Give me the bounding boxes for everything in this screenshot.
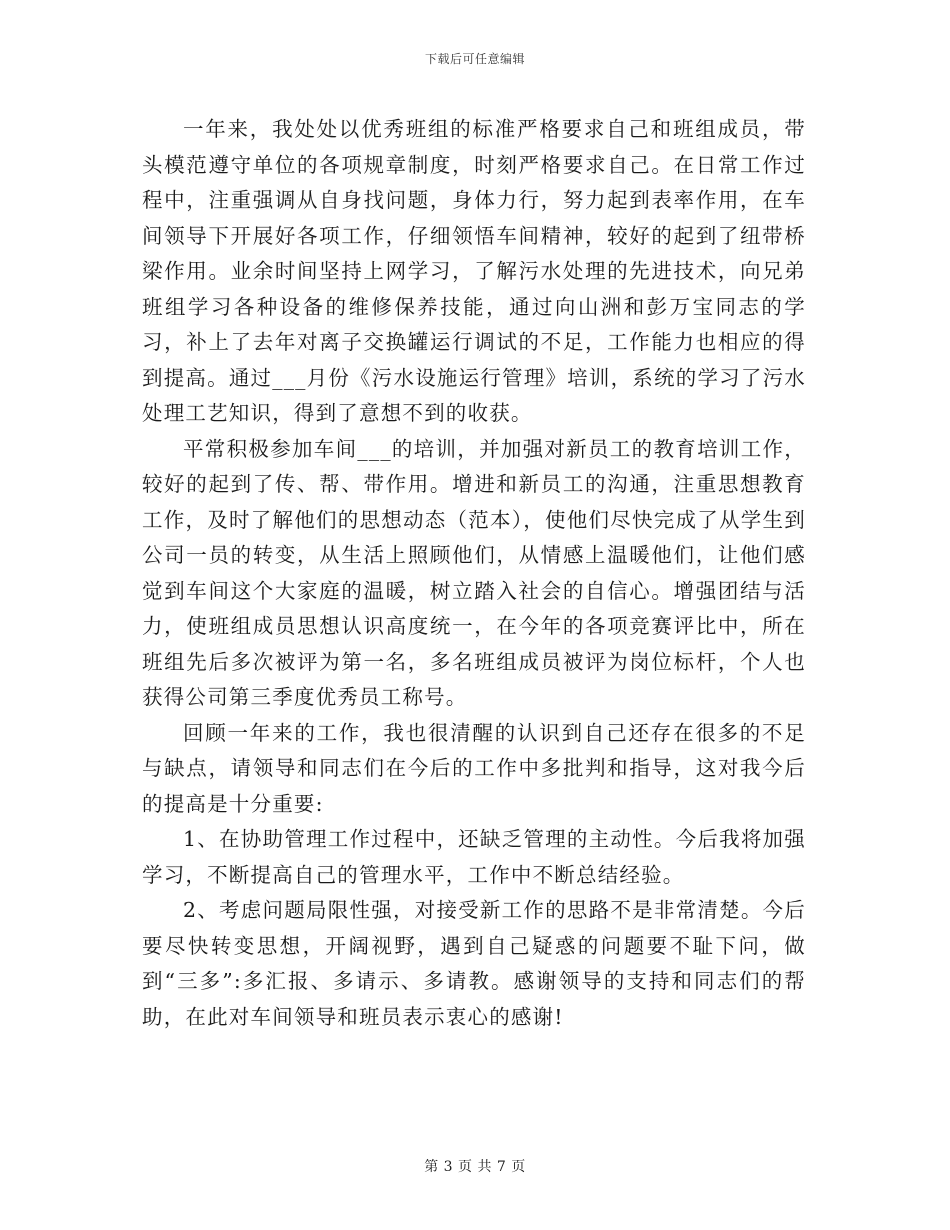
paragraph-training: 平常积极参加车间___的培训，并加强对新员工的教育培训工作，较好的起到了传、帮、带作用。增进和新员工的沟通，注重思想教育工作，及时了解他们的思想动态（范本），使他们尽快完成了从学生到公司一员的转变，从生活上照顾他们，从情感上温暖他们，让他们感觉到车间这个大家庭的温暖，树立踏入社会的自信心。增强团结与活力，使班组成员思想认识高度统一，在今年的各项竞赛评比中，所在班组先后多次被评为第一名，多名班组成员被评为岗位标杆，个人也获得公司第三季度优秀员工称号。 (142, 436, 806, 709)
paragraph-review: 回顾一年来的工作，我也很清醒的认识到自己还存在很多的不足与缺点，请领导和同志们在今后的工作中多批判和指导，这对我今后的提高是十分重要: (142, 720, 806, 816)
page-footer-number: 第 3 页 共 7 页 (424, 1159, 526, 1175)
paragraph-point-1: 1、在协助管理工作过程中，还缺乏管理的主动性。今后我将加强学习，不断提高自己的管理水平，工作中不断总结经验。 (142, 827, 806, 887)
paragraph-summary: 一年来，我处处以优秀班组的标准严格要求自己和班组成员，带头模范遵守单位的各项规章制度，时刻严格要求自己。在日常工作过程中，注重强调从自身找问题，身体力行，努力起到表率作用，在车间领导下开展好各项工作，仔细领悟车间精神，较好的起到了纽带桥梁作用。业余时间坚持上网学习，了解污水处理的先进技术，向兄弟班组学习各种设备的维修保养技能，通过向山洲和彭万宝同志的学习，补上了去年对离子交换罐运行调试的不足，工作能力也相应的得到提高。通过___月份《污水设施运行管理》培训，系统的学习了污水处理工艺知识，得到了意想不到的收获。 (142, 117, 806, 425)
paragraph-point-2: 2、考虑问题局限性强，对接受新工作的思路不是非常清楚。今后要尽快转变思想，开阔视野，遇到自己疑惑的问题要不耻下问，做到“三多”:多汇报、多请示、多请教。感谢领导的支持和同志们的帮助，在此对车间领导和班员表示衷心的感谢! (142, 898, 806, 1029)
document-body (142, 112, 806, 1035)
page-header-note: 下载后可任意编辑 (424, 52, 525, 66)
